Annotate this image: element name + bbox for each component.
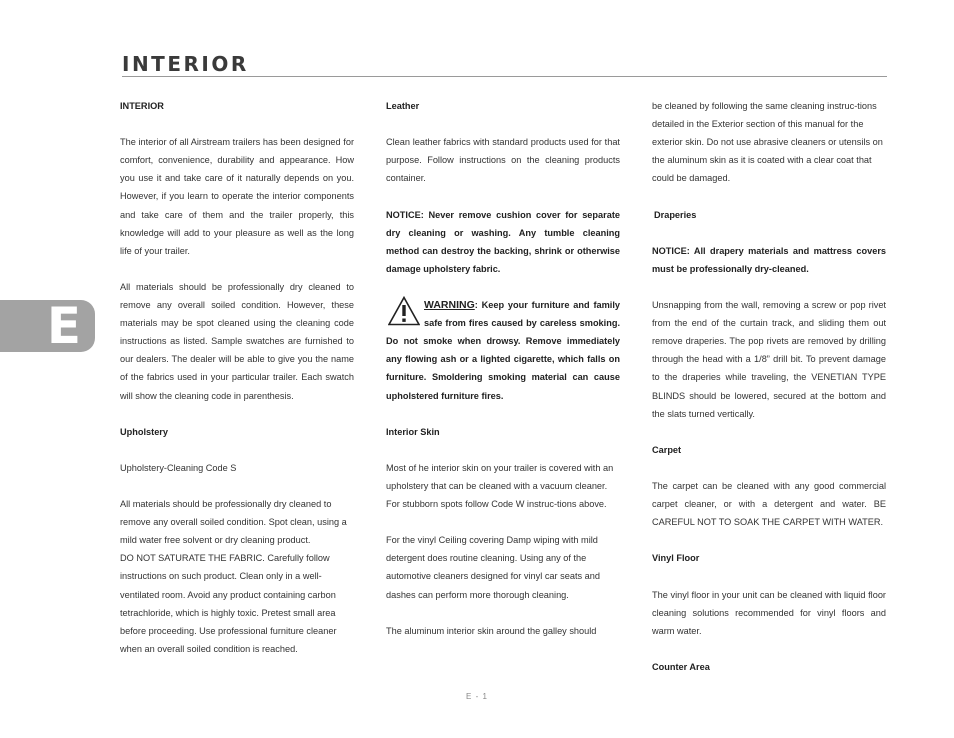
warning-text: : Keep your furniture and family safe from fires caused by careless smoking. Do not smoke when drowsy. Remove immediately any flowing ash or a lighted cigarette, which falls on furniture. Smoldering smoking material can cause upholstered furniture fires. bbox=[386, 300, 620, 401]
paragraph-draperies: Unsnapping from the wall, removing a screw or pop rivet from the end of the curtain track, and sliding them out remove draperies. The pop rivets are removed by drilling through the head with a 1/8” drill bit. To prevent damage to the draperies while traveling, the VENETIAN TYPE BLINDS should be lowered, secured at the bottom and the slats turned vertically. bbox=[652, 300, 886, 419]
notice-cushion: NOTICE: Never remove cushion cover for separate dry cleaning or washing. Any tumble cleaning method can destroy the backing, shrink or otherwise damage upholstery fabric. bbox=[386, 209, 620, 274]
page-number: E - 1 bbox=[466, 692, 488, 701]
section-heading-vinyl-floor: Vinyl Floor bbox=[652, 553, 700, 564]
column-3 bbox=[652, 97, 886, 694]
section-heading-interior: INTERIOR bbox=[120, 101, 164, 111]
paragraph-materials: All materials should be professionally dry cleaned to remove any overall soiled condition. However, these materials may be spot cleaned using the cleaning code instructions as listed. Sample swatches are furnished to our dealers. The dealer will be able to give you the name of the fabrics used in your particular trailer. Each swatch will show the cleaning code in parenthesis. bbox=[120, 281, 354, 401]
section-heading-counter-area: Counter Area bbox=[652, 661, 710, 672]
warning-triangle-icon bbox=[388, 296, 420, 326]
paragraph-aluminum-skin-cont: be cleaned by following the same cleaning instruc-tions detailed in the Exterior section of this manual for the exterior skin. Do not use abrasive cleaners or utensils on the aluminum skin as it is coated with a clear coat that could be damaged. bbox=[652, 101, 883, 184]
section-heading-carpet: Carpet bbox=[652, 444, 682, 455]
warning-label: WARNING bbox=[424, 299, 475, 312]
paragraph-aluminum-skin: The aluminum interior skin around the galley should bbox=[386, 625, 597, 636]
notice-draperies: NOTICE: All drapery materials and mattress covers must be professionally dry-cleaned. bbox=[652, 245, 886, 274]
paragraph-interior-skin: Most of he interior skin on your trailer is covered with an upholstery that can be cleaned with a vacuum cleaner. For stubborn spots follow Code W instruc-tions above. bbox=[386, 462, 614, 510]
warning-block bbox=[386, 296, 620, 405]
paragraph-upholstery-a: All materials should be professionally dry cleaned to remove any overall soiled condition. Spot clean, using a mild water free solvent or dry cleaning product. bbox=[120, 499, 347, 546]
section-heading-draperies: Draperies bbox=[654, 209, 697, 220]
column-2 bbox=[386, 97, 620, 658]
page-title: INTERIOR bbox=[122, 52, 249, 76]
title-divider bbox=[122, 76, 887, 77]
column-1 bbox=[120, 97, 354, 676]
paragraph-intro: The interior of all Airstream trailers has been designed for comfort, convenience, durability and appearance. How you use it and take care of it naturally depends on you. However, if you learn to operate the interior components and take care of them and the trailer properly, this knowledge will add to your pleasure as well as the long life of your trailer. bbox=[120, 137, 354, 256]
section-heading-leather: Leather bbox=[386, 101, 420, 111]
paragraph-vinyl-floor: The vinyl floor in your unit can be cleaned with liquid floor cleaning solutions recommended for vinyl floors and warm water. bbox=[652, 589, 886, 636]
section-tab bbox=[0, 297, 95, 355]
upholstery-code: Upholstery-Cleaning Code S bbox=[120, 462, 237, 473]
section-heading-interior-skin: Interior Skin bbox=[386, 426, 440, 437]
paragraph-carpet: The carpet can be cleaned with any good commercial carpet cleaner, or with a detergent and water. BE CAREFUL NOT TO SOAK THE CARPET WITH WATER. bbox=[652, 480, 886, 528]
section-heading-upholstery: Upholstery bbox=[120, 426, 168, 437]
paragraph-upholstery-b: DO NOT SATURATE THE FABRIC. Carefully follow instructions on such product. Clean only in a well-ventilated room. Avoid any product containing carbon tetrachloride, which is highly toxic. Pretest small area before proceeding. Use professional furniture cleaner when an overall soiled condition is reached. bbox=[120, 553, 337, 654]
paragraph-vinyl-ceiling: For the vinyl Ceiling covering Damp wiping with mild detergent does routine cleaning. Using any of the automotive cleaners designed for vinyl car seats and dashes can perform more thorough cleaning. bbox=[386, 535, 600, 600]
section-tab-letter: E bbox=[46, 297, 81, 355]
paragraph-leather: Clean leather fabrics with standard products used for that purpose. Follow instructions on the cleaning products container. bbox=[386, 137, 620, 184]
